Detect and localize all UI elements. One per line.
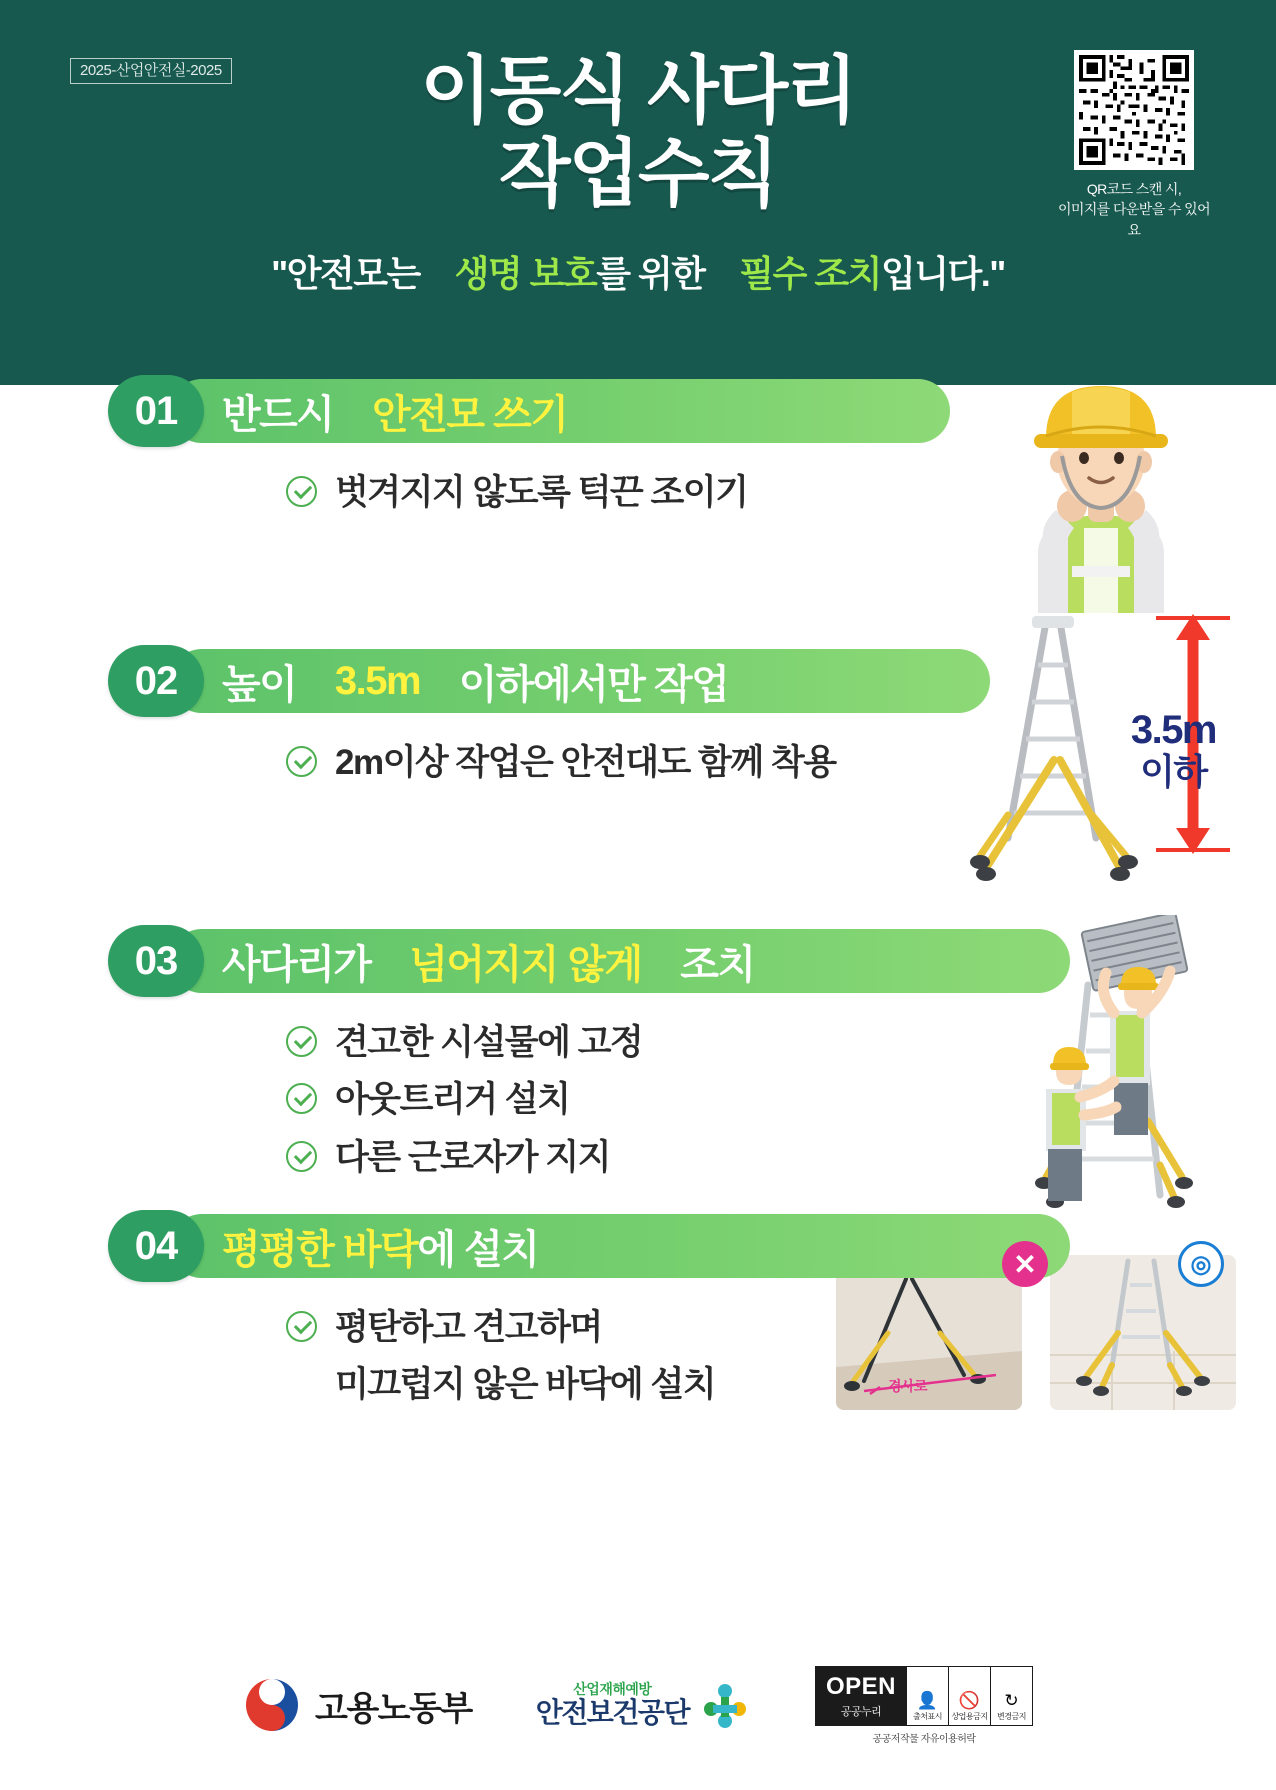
- check-icon: [286, 1083, 317, 1114]
- open-license-note: 공공저작물 자유이용허락: [872, 1733, 976, 1745]
- kosha-small-label: 산업재해예방: [573, 1680, 652, 1697]
- taegeuk-icon: [243, 1676, 301, 1734]
- mark-good-icon: ◎: [1178, 1241, 1224, 1287]
- check-icon: [286, 1141, 317, 1172]
- open-sub: 공공누리: [840, 1705, 882, 1718]
- illustration-helmet-worker: [976, 378, 1226, 613]
- rule-02-title-highlight: 3.5m: [334, 658, 421, 703]
- rule-01-bullet-1: 벗겨지지 않도록 턱끈 조이기: [335, 473, 748, 512]
- rule-01-title-pre: 반드시ᅠ: [222, 392, 373, 437]
- rule-01-title: [170, 379, 950, 443]
- open-license-badge: [815, 1666, 907, 1726]
- check-icon: [286, 1311, 317, 1342]
- height-measure-label: [1131, 710, 1216, 790]
- kosha-label: 안전보건공단: [535, 1696, 689, 1728]
- rule-04-bullet-1: 평탄하고 견고하며: [335, 1308, 602, 1347]
- rule-03-title-post: ᅠ조치: [641, 942, 755, 987]
- check-icon: [286, 1026, 317, 1057]
- rule-02-title-pre: 높이ᅠ: [222, 662, 335, 707]
- open-cell-noderivative: [991, 1666, 1033, 1726]
- slope-label: 경사로: [888, 1378, 928, 1394]
- rule-03-bullet-3: 다른 근로자가 지지: [335, 1137, 610, 1177]
- open-cell-label-2: 상업용금지: [951, 1711, 988, 1721]
- subtitle-part-3: 입니다.": [880, 252, 1005, 294]
- poster-header: [0, 0, 1276, 385]
- rule-03-number: 03: [108, 925, 204, 997]
- open-cell-label-3: 변경금지: [997, 1711, 1026, 1721]
- document-tag: 2025-산업안전실-2025: [70, 58, 232, 84]
- check-icon: [286, 476, 317, 507]
- rule-03-title-highlight: 넘어지지 않게: [409, 942, 642, 987]
- open-cell-attribution: [907, 1666, 949, 1726]
- rule-01-number: 01: [108, 375, 204, 447]
- rule-04-number: 04: [108, 1210, 204, 1282]
- logo-kosha: [536, 1679, 751, 1731]
- subtitle: [0, 246, 1276, 297]
- qr-code-icon[interactable]: [1074, 50, 1194, 170]
- qr-caption: [1054, 179, 1214, 240]
- height-measure-sub: 이하: [1140, 751, 1207, 792]
- title-line-1: 이동식 사다리: [420, 49, 856, 132]
- person-icon: 👤: [916, 1690, 939, 1710]
- rule-03-bullet-1: 견고한 시설물에 고정: [335, 1023, 643, 1062]
- open-word: OPEN: [826, 1672, 897, 1700]
- subtitle-part-2: 를 위한ᅠ: [596, 252, 740, 294]
- subtitle-part-1: "안전모는ᅠ: [271, 252, 455, 294]
- qr-caption-line-2: 이미지를 다운받을 수 있어요: [1057, 201, 1211, 238]
- illustration-floor-comparison: [836, 1248, 1236, 1415]
- subtitle-highlight-1: 생명 보호: [454, 252, 597, 294]
- photo-bad-slope: [836, 1255, 1022, 1410]
- height-measure-value: 3.5m: [1130, 708, 1216, 752]
- rule-02-title: [170, 649, 990, 713]
- kosha-symbol-icon: [699, 1679, 751, 1731]
- rule-02-bullet-1: 2m이상 작업은 안전대도 함께 착용: [335, 743, 836, 782]
- no-commercial-icon: 🚫: [958, 1690, 981, 1710]
- rule-03-title-pre: 사다리가ᅠ: [222, 942, 410, 987]
- logo-ministry-of-employment-and-labor: [243, 1676, 472, 1734]
- open-license-block: [815, 1666, 1033, 1745]
- rule-02-number: 02: [108, 645, 204, 717]
- mark-bad-icon: ✕: [1002, 1241, 1048, 1287]
- footer-logos: [0, 1650, 1276, 1760]
- no-change-icon: ↻: [1004, 1690, 1019, 1710]
- ministry-label: 고용노동부: [314, 1689, 472, 1728]
- rule-03-header: [108, 925, 1168, 997]
- title-line-2: 작업수칙: [499, 131, 777, 215]
- rule-02-title-post: ᅠ이하에서만 작업: [420, 662, 729, 707]
- rule-04-bullet-2: 미끄럽지 않은 바닥에 설치: [335, 1365, 716, 1405]
- rule-03-bullet-2: 아웃트리거 설치: [335, 1080, 570, 1120]
- open-cell-label-1: 출처표시: [913, 1711, 942, 1721]
- rule-04-title-highlight: 평평한 바닥: [222, 1227, 418, 1272]
- check-icon: [286, 746, 317, 777]
- rule-04-title: [170, 1214, 1070, 1278]
- subtitle-highlight-2: 필수 조치: [739, 252, 881, 294]
- rule-01-title-highlight: 안전모 쓰기: [372, 392, 568, 437]
- qr-caption-line-1: QR코드 스캔 시,: [1086, 181, 1182, 197]
- qr-section: [1054, 50, 1214, 240]
- rule-03-title: [170, 929, 1070, 993]
- illustration-ladder-height: [968, 610, 1238, 910]
- open-cell-noncommercial: [949, 1666, 991, 1726]
- rule-04-title-post: 에 설치: [417, 1227, 539, 1272]
